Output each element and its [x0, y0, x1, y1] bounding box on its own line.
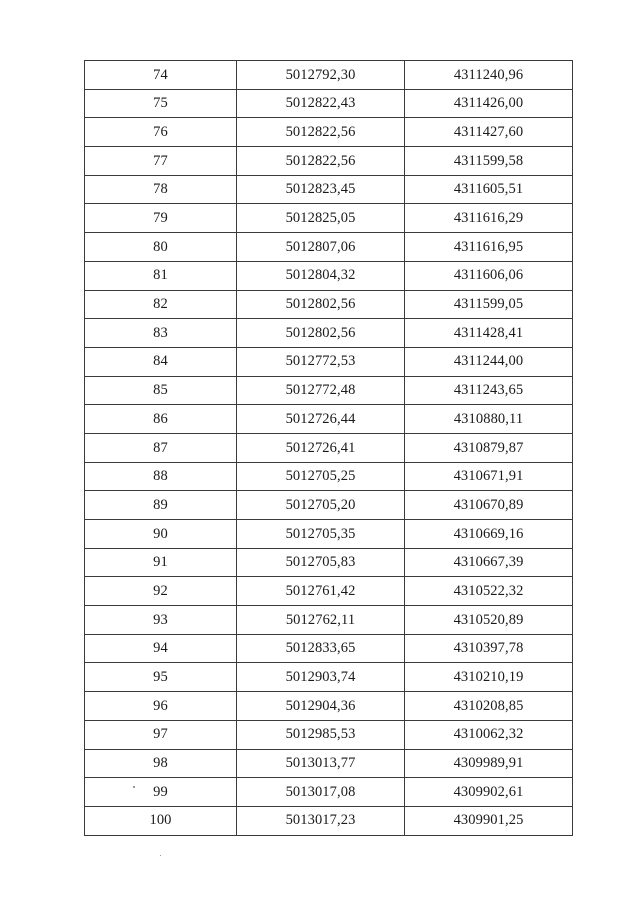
point-number-cell: 82	[85, 290, 237, 319]
table-row	[85, 319, 573, 348]
x-coordinate-cell: 5012822,43	[237, 89, 405, 118]
point-number-cell: 95	[85, 663, 237, 692]
table-row	[85, 89, 573, 118]
y-coordinate-cell: 4310879,87	[405, 433, 573, 462]
x-coordinate-cell: 5012705,20	[237, 491, 405, 520]
point-number-cell: 90	[85, 520, 237, 549]
point-number-cell: 76	[85, 118, 237, 147]
x-coordinate-cell: 5012705,25	[237, 462, 405, 491]
table-row	[85, 548, 573, 577]
x-coordinate-cell: 5012705,35	[237, 520, 405, 549]
x-coordinate-cell: 5012825,05	[237, 204, 405, 233]
point-number-cell: 94	[85, 634, 237, 663]
x-coordinate-cell: 5012822,56	[237, 118, 405, 147]
y-coordinate-cell: 4309989,91	[405, 749, 573, 778]
x-coordinate-cell: 5012802,56	[237, 319, 405, 348]
y-coordinate-cell: 4311605,51	[405, 175, 573, 204]
x-coordinate-cell: 5012705,83	[237, 548, 405, 577]
x-coordinate-cell: 5012904,36	[237, 692, 405, 721]
y-coordinate-cell: 4311606,06	[405, 261, 573, 290]
table-row	[85, 347, 573, 376]
point-number-cell: 78	[85, 175, 237, 204]
table-row	[85, 720, 573, 749]
table-row	[85, 433, 573, 462]
y-coordinate-cell: 4311428,41	[405, 319, 573, 348]
coordinates-table	[84, 60, 573, 836]
x-coordinate-cell: 5012822,56	[237, 147, 405, 176]
point-number-cell: 83	[85, 319, 237, 348]
x-coordinate-cell: 5012804,32	[237, 261, 405, 290]
table-row	[85, 577, 573, 606]
y-coordinate-cell: 4310520,89	[405, 606, 573, 635]
point-number-cell: 86	[85, 405, 237, 434]
scan-speck	[160, 855, 161, 856]
x-coordinate-cell: 5013017,08	[237, 778, 405, 807]
table-row	[85, 175, 573, 204]
y-coordinate-cell: 4310667,39	[405, 548, 573, 577]
table-row	[85, 749, 573, 778]
point-number-cell: 74	[85, 61, 237, 90]
x-coordinate-cell: 5012807,06	[237, 233, 405, 262]
y-coordinate-cell: 4310671,91	[405, 462, 573, 491]
point-number-cell: 85	[85, 376, 237, 405]
table-row	[85, 147, 573, 176]
scan-speck	[133, 786, 135, 788]
table-row	[85, 806, 573, 835]
x-coordinate-cell: 5012833,65	[237, 634, 405, 663]
point-number-cell: 93	[85, 606, 237, 635]
point-number-cell: 87	[85, 433, 237, 462]
y-coordinate-cell: 4311243,65	[405, 376, 573, 405]
y-coordinate-cell: 4310522,32	[405, 577, 573, 606]
y-coordinate-cell: 4310062,32	[405, 720, 573, 749]
table-row	[85, 376, 573, 405]
point-number-cell: 96	[85, 692, 237, 721]
x-coordinate-cell: 5012726,41	[237, 433, 405, 462]
x-coordinate-cell: 5012802,56	[237, 290, 405, 319]
y-coordinate-cell: 4310669,16	[405, 520, 573, 549]
table-row	[85, 290, 573, 319]
x-coordinate-cell: 5012985,53	[237, 720, 405, 749]
point-number-cell: 81	[85, 261, 237, 290]
x-coordinate-cell: 5012792,30	[237, 61, 405, 90]
y-coordinate-cell: 4310880,11	[405, 405, 573, 434]
x-coordinate-cell: 5012761,42	[237, 577, 405, 606]
y-coordinate-cell: 4311244,00	[405, 347, 573, 376]
table-row	[85, 118, 573, 147]
table-row	[85, 491, 573, 520]
y-coordinate-cell: 4309901,25	[405, 806, 573, 835]
point-number-cell: 84	[85, 347, 237, 376]
point-number-cell: 80	[85, 233, 237, 262]
table-row	[85, 606, 573, 635]
point-number-cell: 92	[85, 577, 237, 606]
y-coordinate-cell: 4310208,85	[405, 692, 573, 721]
table-row	[85, 520, 573, 549]
x-coordinate-cell: 5013017,23	[237, 806, 405, 835]
point-number-cell: 100	[85, 806, 237, 835]
table-row	[85, 204, 573, 233]
point-number-cell: 89	[85, 491, 237, 520]
table-row	[85, 634, 573, 663]
point-number-cell: 75	[85, 89, 237, 118]
y-coordinate-cell: 4311616,95	[405, 233, 573, 262]
table-row	[85, 261, 573, 290]
y-coordinate-cell: 4311616,29	[405, 204, 573, 233]
point-number-cell: 98	[85, 749, 237, 778]
x-coordinate-cell: 5012772,53	[237, 347, 405, 376]
x-coordinate-cell: 5012903,74	[237, 663, 405, 692]
table-row	[85, 462, 573, 491]
table-row	[85, 233, 573, 262]
point-number-cell: 91	[85, 548, 237, 577]
y-coordinate-cell: 4311427,60	[405, 118, 573, 147]
point-number-cell: 79	[85, 204, 237, 233]
y-coordinate-cell: 4311240,96	[405, 61, 573, 90]
table-row	[85, 663, 573, 692]
point-number-cell: 88	[85, 462, 237, 491]
table-row	[85, 692, 573, 721]
y-coordinate-cell: 4311599,05	[405, 290, 573, 319]
table-row	[85, 778, 573, 807]
point-number-cell: 97	[85, 720, 237, 749]
table-row	[85, 405, 573, 434]
x-coordinate-cell: 5012772,48	[237, 376, 405, 405]
y-coordinate-cell: 4311426,00	[405, 89, 573, 118]
x-coordinate-cell: 5012823,45	[237, 175, 405, 204]
y-coordinate-cell: 4310210,19	[405, 663, 573, 692]
point-number-cell: 77	[85, 147, 237, 176]
x-coordinate-cell: 5012762,11	[237, 606, 405, 635]
y-coordinate-cell: 4310397,78	[405, 634, 573, 663]
y-coordinate-cell: 4311599,58	[405, 147, 573, 176]
point-number-cell: 99	[85, 778, 237, 807]
table-row	[85, 61, 573, 90]
x-coordinate-cell: 5012726,44	[237, 405, 405, 434]
coordinates-table-body	[85, 61, 573, 836]
y-coordinate-cell: 4309902,61	[405, 778, 573, 807]
y-coordinate-cell: 4310670,89	[405, 491, 573, 520]
x-coordinate-cell: 5013013,77	[237, 749, 405, 778]
